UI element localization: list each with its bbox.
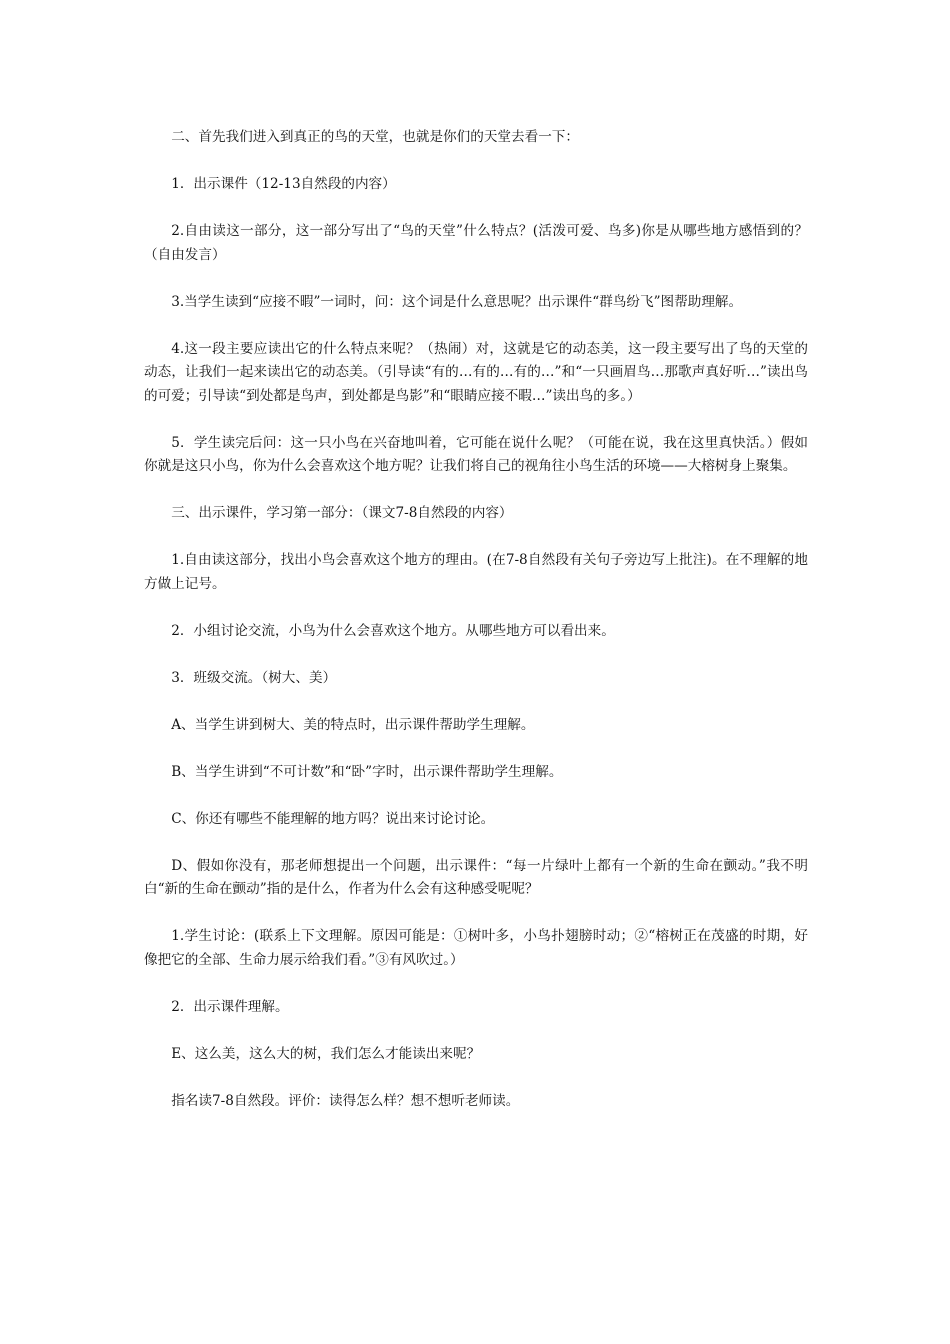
paragraph-section-three-heading: 三、出示课件，学习第一部分：（课文7-8自然段的内容）	[171, 505, 513, 521]
paragraph-item-d: D、假如你没有，那老师想提出一个问题，出示课件：“每一片绿叶上都有一个新的生命在颤动。”我不明白“新的生命在颤动”指的是什么，作者为什么会有这种感受呢呢？	[144, 857, 808, 897]
paragraph-item-c: C、你还有哪些不能理解的地方吗？说出来讨论讨论。	[171, 810, 495, 827]
paragraph-item-b: B、当学生讲到“不可计数”和“卧”字时，出示课件帮助学生理解。	[171, 763, 563, 780]
paragraph-step-2: 2.自由读这一部分，这一部分写出了“鸟的天堂”什么特点？(活泼可爱、鸟多)你是从哪些地方感悟到的？（自由发言）	[144, 223, 808, 263]
paragraph-step-1: 1．出示课件（12-13自然段的内容）	[171, 176, 396, 192]
paragraph-part-one-step-2: 2．小组讨论交流，小鸟为什么会喜欢这个地方。从哪些地方可以看出来。	[171, 622, 615, 639]
paragraph-discussion-step-1: 1.学生讨论：(联系上下文理解。原因可能是：①树叶多，小鸟扑翅膀时动；②“榕树正在茂盛的时期，好像把它的全部、生命力展示给我们看。”③有风吹过。）	[144, 928, 808, 968]
paragraph-item-a: A、当学生讲到树大、美的特点时，出示课件帮助学生理解。	[171, 716, 535, 733]
paragraph-final-reading: 指名读7-8自然段。评价：读得怎么样？想不想听老师读。	[171, 1092, 520, 1109]
paragraph-step-3: 3.当学生读到“应接不暇”一词时，问：这个词是什么意思呢？出示课件“群鸟纷飞”图帮助理解。	[171, 293, 743, 310]
paragraph-discussion-step-2: 2．出示课件理解。	[171, 998, 289, 1015]
paragraph-item-e: E、这么美，这么大的树，我们怎么才能读出来呢？	[171, 1045, 481, 1062]
document-body	[144, 126, 808, 1137]
paragraph-step-5: 5．学生读完后问：这一只小鸟在兴奋地叫着，它可能在说什么呢？（可能在说，我在这里真快活。）假如你就是这只小鸟，你为什么会喜欢这个地方呢？让我们将自己的视角往小鸟生活的环境——大榕树身上聚集。	[144, 434, 808, 474]
paragraph-part-one-step-1: 1.自由读这部分，找出小鸟会喜欢这个地方的理由。(在7-8自然段有关句子旁边写上批注)。在不理解的地方做上记号。	[144, 552, 808, 592]
paragraph-section-two-heading: 二、首先我们进入到真正的鸟的天堂，也就是你们的天堂去看一下：	[171, 129, 579, 145]
paragraph-part-one-step-3: 3．班级交流。（树大、美）	[171, 669, 337, 686]
paragraph-step-4: 4.这一段主要应读出它的什么特点来呢？（热闹）对，这就是它的动态美，这一段主要写出了鸟的天堂的动态，让我们一起来读出它的动态美。（引导读“有的…有的…有的…”和“一只画眉鸟…那歌声真好听…”读出鸟的可爱；引导读“到处都是鸟声，到处都是鸟影”和“眼睛应接不暇…”读出鸟的多。）	[144, 340, 808, 404]
